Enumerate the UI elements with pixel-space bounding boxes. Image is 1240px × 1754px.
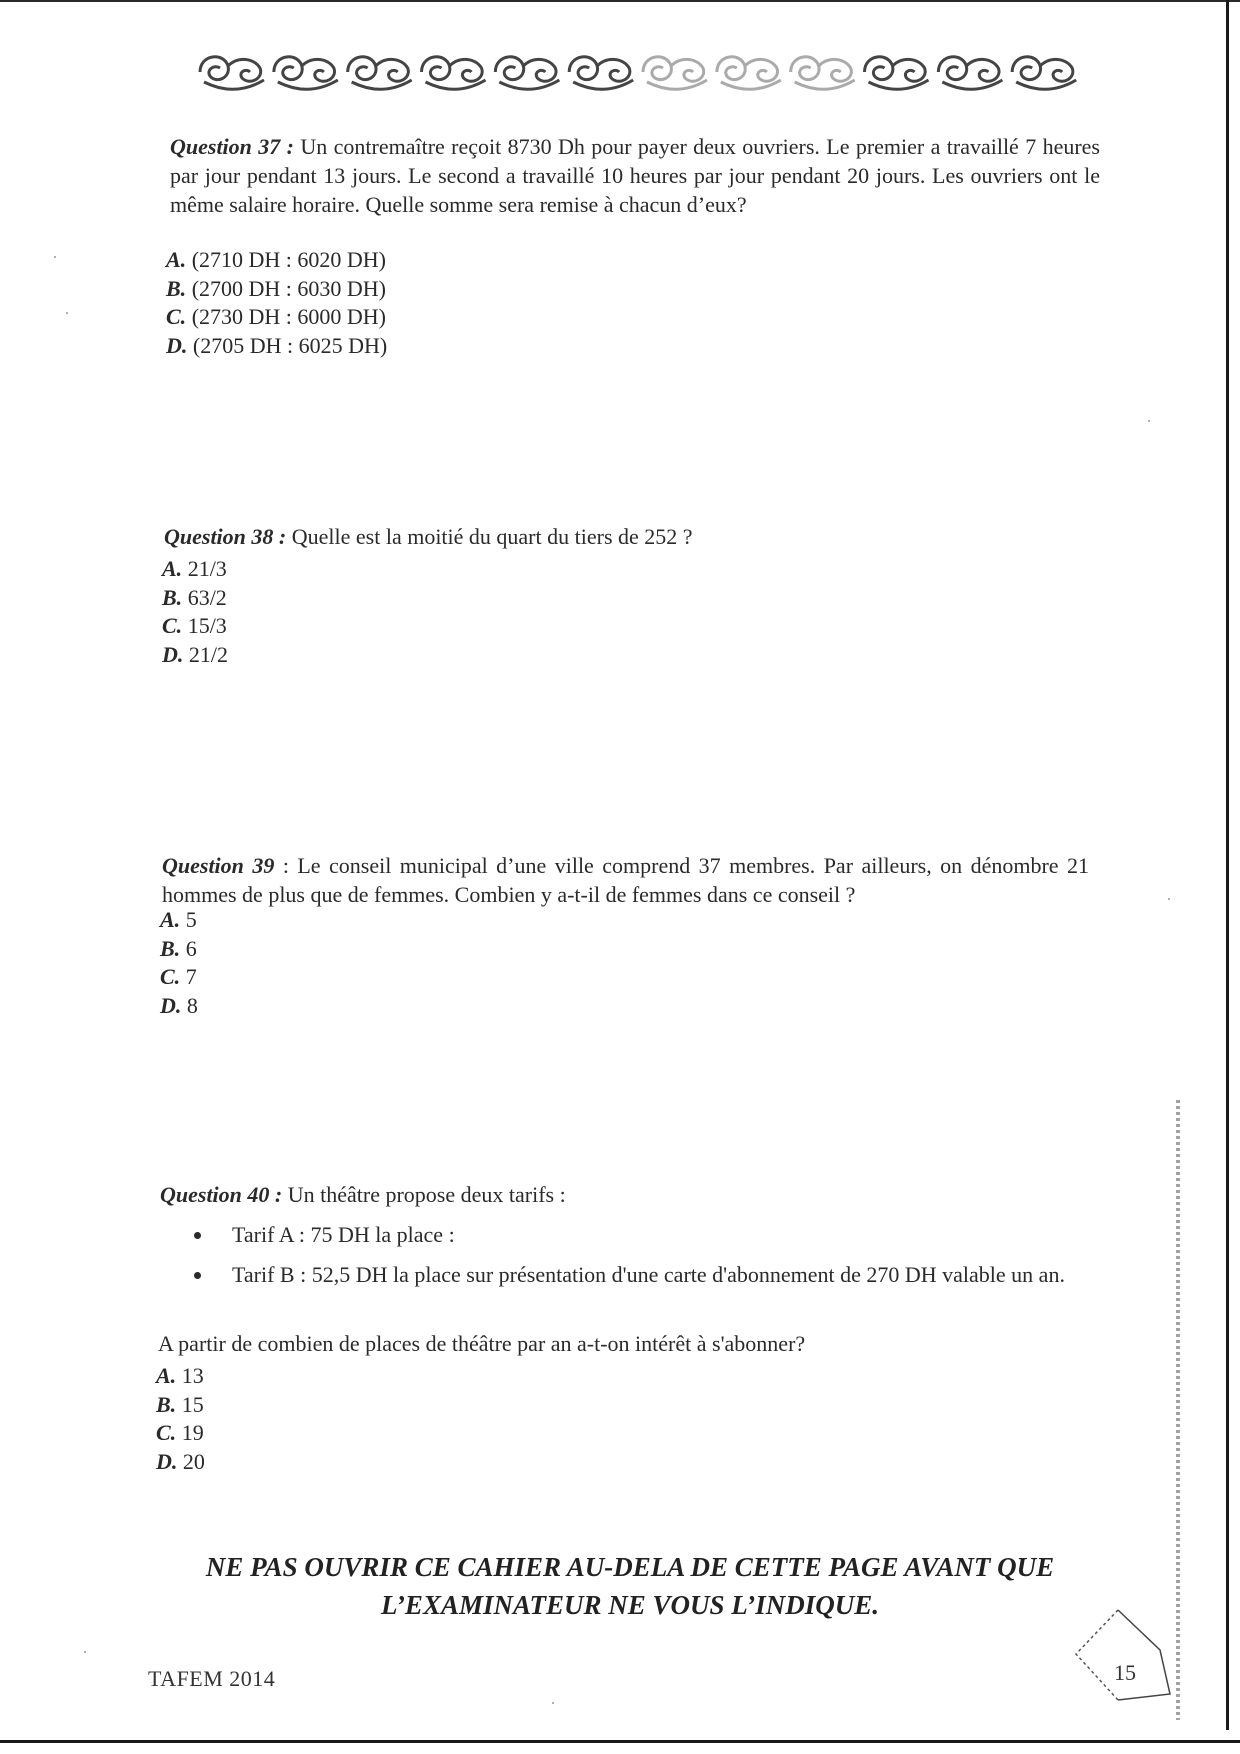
question-39	[162, 851, 1089, 909]
answer-text: 7	[185, 964, 197, 989]
question-37	[170, 132, 1100, 219]
question-40-text: Un théâtre propose deux tarifs :	[287, 1182, 566, 1207]
question-40-answers	[156, 1362, 205, 1476]
question-37-answers	[166, 246, 387, 360]
answer-text: (2710 DH : 6020 DH)	[191, 247, 387, 272]
ornament-swirl	[422, 57, 486, 89]
question-39-answers	[160, 906, 198, 1020]
answer-option[interactable]	[156, 1391, 205, 1420]
answer-letter: D.	[156, 1448, 178, 1474]
tariff-a	[194, 1221, 1084, 1249]
question-40-tariffs	[194, 1221, 1084, 1301]
answer-letter: D.	[162, 641, 184, 667]
answer-option[interactable]	[166, 246, 387, 275]
scan-speck	[1148, 420, 1150, 422]
answer-option[interactable]	[166, 303, 387, 332]
answer-text: 63/2	[187, 584, 227, 610]
bullet-dot	[194, 1232, 201, 1239]
ornament-swirl	[569, 57, 633, 89]
question-37-label: Question 37 :	[170, 134, 294, 159]
answer-letter: A.	[166, 247, 187, 272]
answer-letter: A.	[160, 907, 181, 932]
ornament-swirl	[1012, 57, 1076, 89]
page-number-badge-icon	[1074, 1606, 1174, 1706]
question-38-answers	[162, 555, 228, 669]
ornament-swirl	[865, 57, 929, 89]
instruction-warning	[140, 1548, 1120, 1624]
question-40-label: Question 40 :	[160, 1182, 283, 1207]
answer-text: 5	[185, 907, 197, 932]
scan-speck	[552, 1702, 554, 1704]
page-number: 15	[1114, 1660, 1136, 1685]
question-37-text: Un contremaître reçoit 8730 Dh pour payer deux ouvriers. Le premier a travaillé 7 heures par jour pendant 13 jours. Le second a travaillé 10 heures par jour pendant 20 jours. Les ouvriers ont le même salaire horaire. Quelle somme sera remise à chacun d’eux?	[170, 134, 1100, 217]
question-37-body	[170, 132, 1100, 219]
answer-option[interactable]	[162, 641, 228, 670]
answer-option[interactable]	[162, 612, 228, 641]
answer-text: 19	[181, 1420, 204, 1445]
bullet-dot	[194, 1272, 201, 1279]
answer-option[interactable]	[166, 275, 387, 304]
answer-option[interactable]	[156, 1419, 205, 1448]
answer-option[interactable]	[156, 1448, 205, 1477]
ornament-swirl	[495, 57, 559, 89]
scan-speck	[54, 256, 56, 258]
question-39-body	[162, 851, 1089, 909]
footer-exam-name: TAFEM 2014	[148, 1666, 276, 1691]
answer-text: 15	[181, 1391, 204, 1417]
answer-option[interactable]	[162, 584, 228, 613]
answer-letter: D.	[160, 992, 182, 1018]
answer-text: 6	[185, 935, 197, 961]
scan-speck	[1168, 898, 1170, 900]
scan-speck	[84, 1651, 86, 1653]
answer-option[interactable]	[160, 906, 198, 935]
question-40-prompt: A partir de combien de places de théâtre par an a-t-on intérêt à s'abonner?	[158, 1331, 806, 1356]
answer-text: (2700 DH : 6030 DH)	[191, 275, 387, 301]
warning-line-1: NE PAS OUVRIR CE CAHIER AU-DELA DE CETTE PAGE AVANT QUE	[205, 1552, 1055, 1582]
answer-letter: C.	[162, 613, 183, 638]
scan-speck	[66, 312, 68, 314]
answer-letter: A.	[156, 1363, 177, 1388]
question-38-label: Question 38 :	[164, 524, 287, 549]
ornament-swirl	[791, 57, 855, 89]
ornament-swirl	[348, 57, 412, 89]
answer-option[interactable]	[160, 992, 198, 1021]
answer-text: 21/3	[187, 556, 227, 581]
answer-text: 13	[181, 1363, 204, 1388]
answer-text: (2705 DH : 6025 DH)	[192, 332, 388, 358]
header-ornament	[194, 42, 1080, 98]
answer-letter: B.	[156, 1391, 177, 1417]
question-38	[164, 522, 1094, 551]
answer-option[interactable]	[162, 555, 228, 584]
question-38-text: Quelle est la moitié du quart du tiers de 252 ?	[291, 524, 693, 549]
answer-option[interactable]	[166, 332, 387, 361]
answer-letter: B.	[162, 584, 183, 610]
tariff-b-text: Tarif B : 52,5 DH la place sur présentation d'une carte d'abonnement de 270 DH valable un an.	[232, 1262, 1065, 1287]
answer-letter: C.	[166, 304, 187, 329]
answer-letter: D.	[166, 332, 188, 358]
answer-letter: C.	[156, 1420, 177, 1445]
tariff-b	[194, 1261, 1084, 1289]
warning-line-2: L’EXAMINATEUR NE VOUS L’INDIQUE.	[380, 1590, 880, 1620]
answer-letter: A.	[162, 556, 183, 581]
answer-text: (2730 DH : 6000 DH)	[191, 304, 387, 329]
answer-text: 21/2	[188, 641, 229, 667]
answer-option[interactable]	[160, 935, 198, 964]
question-39-text: : Le conseil municipal d’une ville comprend 37 membres. Par ailleurs, on dénombre 21 hommes de plus que de femmes. Combien y a-t-il de femmes dans ce conseil ?	[162, 853, 1089, 907]
answer-option[interactable]	[156, 1362, 205, 1391]
ornament-swirl	[938, 57, 1002, 89]
tariff-a-text: Tarif A : 75 DH la place :	[232, 1222, 455, 1247]
scan-edge-noise	[1176, 1100, 1180, 1720]
ornament-swirl	[200, 57, 264, 89]
ornament-swirl	[643, 57, 707, 89]
answer-letter: B.	[166, 275, 187, 301]
answer-text: 15/3	[187, 613, 227, 638]
answer-letter: C.	[160, 964, 181, 989]
ornament-swirl	[274, 57, 338, 89]
ornament-swirl	[717, 57, 781, 89]
answer-letter: B.	[160, 935, 181, 961]
scan-border-bottom	[0, 1740, 1240, 1743]
scan-border-right	[1226, 0, 1229, 1730]
answer-text: 8	[186, 992, 198, 1018]
answer-text: 20	[182, 1448, 205, 1474]
question-40	[160, 1180, 1090, 1209]
answer-option[interactable]	[160, 963, 198, 992]
question-39-label: Question 39	[162, 853, 275, 878]
scan-border-top	[0, 0, 1240, 2]
